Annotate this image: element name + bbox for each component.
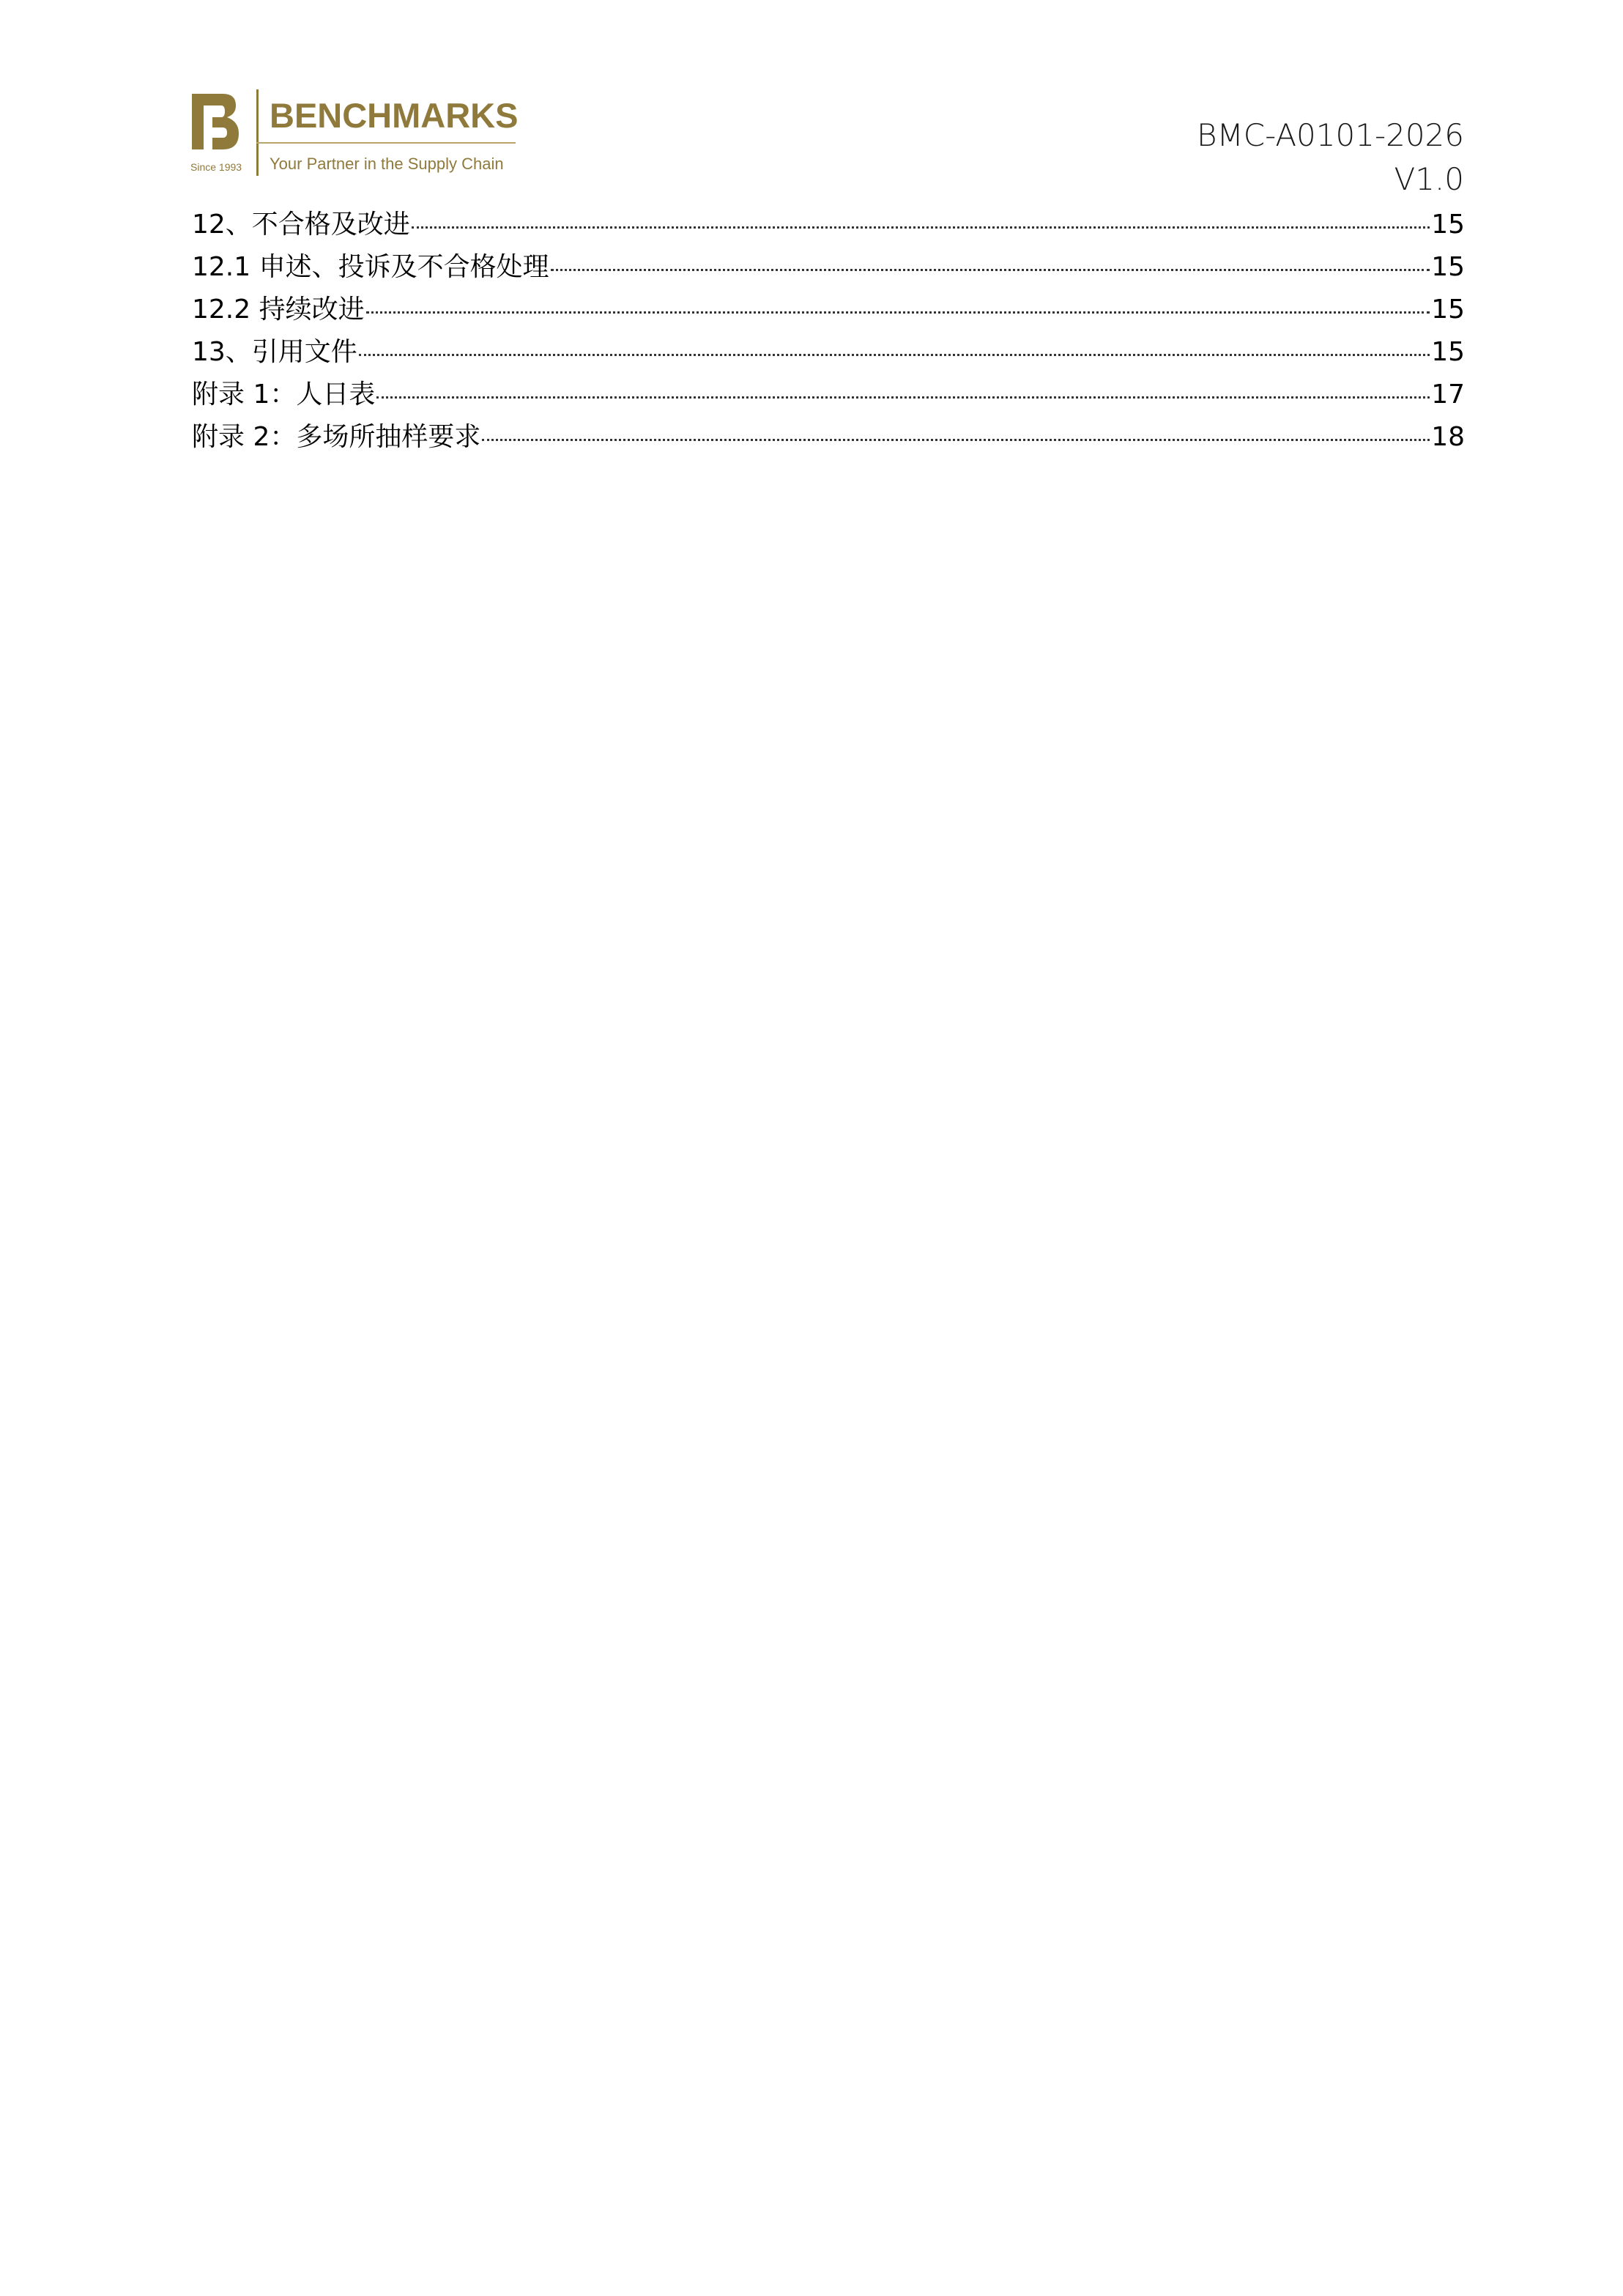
toc-entry[interactable] [192, 374, 1465, 416]
company-logo [190, 89, 520, 179]
toc-entry-label: 附录 1：人日表 [192, 379, 376, 410]
toc-entry-page: 15 [1431, 252, 1465, 282]
logo-underline [256, 142, 516, 144]
toc-dot-leader [359, 354, 1430, 356]
toc-entry-page: 18 [1431, 422, 1465, 452]
toc-dot-leader [376, 396, 1430, 399]
toc-entry-page: 15 [1431, 337, 1465, 367]
document-version: V1.0 [1394, 161, 1464, 197]
toc-dot-leader [412, 226, 1430, 229]
toc-entry-page: 15 [1431, 295, 1465, 325]
toc-entry-label: 13、引用文件 [192, 337, 357, 367]
logo-brand-name: BENCHMARKS [270, 96, 519, 135]
benchmarks-logo-icon [190, 92, 242, 151]
toc-entry-label: 12.2 持续改进 [192, 295, 365, 325]
toc-entry-page: 15 [1431, 210, 1465, 240]
toc-entry[interactable] [192, 246, 1465, 289]
logo-tagline: Your Partner in the Supply Chain [270, 155, 504, 173]
toc-entry-label: 附录 2：多场所抽样要求 [192, 422, 481, 452]
toc-entry[interactable] [192, 416, 1465, 459]
toc-entry[interactable] [192, 289, 1465, 331]
toc-entry[interactable] [192, 204, 1465, 246]
logo-divider [256, 89, 259, 176]
toc-entry[interactable] [192, 331, 1465, 374]
document-code: BMC-A0101-2026 [1197, 117, 1464, 153]
toc-dot-leader [482, 439, 1430, 441]
toc-dot-leader [366, 311, 1430, 314]
table-of-contents [192, 204, 1465, 459]
toc-entry-label: 12.1 申述、投诉及不合格处理 [192, 252, 549, 282]
logo-since-text: Since 1993 [190, 161, 242, 173]
toc-entry-page: 17 [1431, 379, 1465, 410]
toc-entry-label: 12、不合格及改进 [192, 210, 410, 240]
toc-dot-leader [551, 269, 1430, 271]
